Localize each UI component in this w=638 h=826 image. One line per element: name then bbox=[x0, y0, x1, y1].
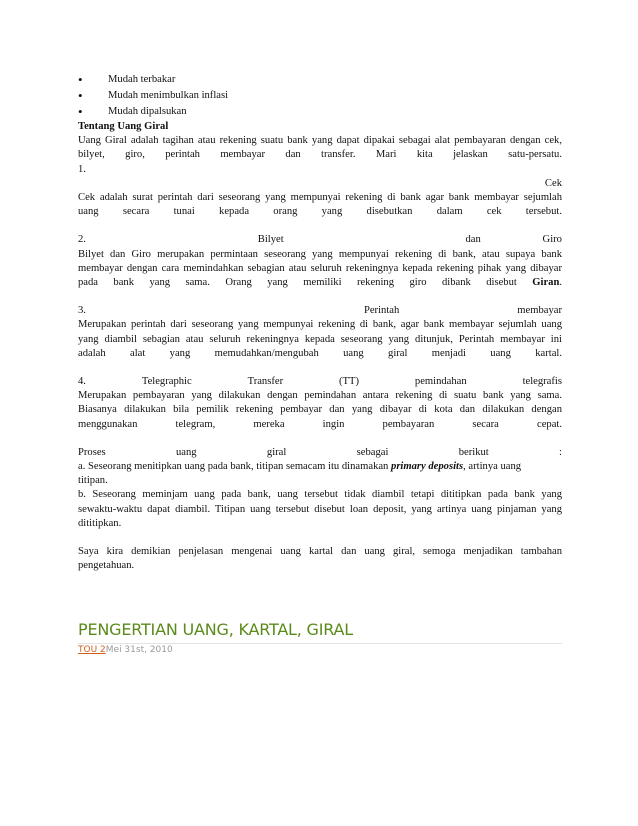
bullet-item: • Mudah dipalsukan bbox=[78, 104, 562, 120]
header-word: Giro bbox=[542, 234, 562, 246]
item-title: Cek bbox=[544, 177, 562, 189]
post-date: Mei 31st, 2010 bbox=[105, 645, 173, 655]
item-header bbox=[78, 233, 562, 247]
post-title[interactable]: PENGERTIAN UANG, KARTAL, GIRAL bbox=[78, 620, 562, 644]
intro-line: bilyet, giro, perintah membayar dan transfer. Mari kita jelaskan satu-persatu. bbox=[78, 149, 562, 161]
header-word: : bbox=[559, 446, 562, 458]
closing-line: Saya kira demikian penjelasan mengenai uang kartal dan uang giral, semoga menjadikan tambahan bbox=[78, 546, 562, 558]
item-header bbox=[78, 304, 562, 318]
header-word: Transfer bbox=[247, 376, 284, 388]
paragraph-line: titipan. bbox=[78, 475, 108, 487]
paragraph-line: uang secara tunai kepada orang yang disebutkan dalam cek tersebut. bbox=[78, 206, 562, 218]
paragraph-line: dititipkan. bbox=[78, 517, 122, 529]
paragraph-line: a. Seseorang menitipkan uang pada bank, titipan semacam itu dinamakan primary deposits, artinya uang bbox=[78, 461, 522, 473]
item-number: 3. bbox=[78, 305, 86, 317]
header-word: Telegraphic bbox=[141, 376, 192, 388]
paragraph-line: Bilyet dan Giro merupakan permintaan seseorang yang mempunyai rekening di bank, atau supaya bank bbox=[78, 248, 562, 260]
header-word: (TT) bbox=[339, 376, 359, 388]
article-body bbox=[78, 72, 562, 573]
header-word: telegrafis bbox=[522, 376, 562, 388]
header-word: uang bbox=[175, 446, 197, 458]
item-number: 2. bbox=[78, 234, 86, 246]
section-heading: Tentang Uang Giral bbox=[78, 121, 169, 132]
header-word: Bilyet bbox=[257, 234, 284, 246]
intro-line: Uang Giral adalah tagihan atau rekening suatu bank yang dapat dipakai sebagai alat pembayaran dengan cek, bbox=[78, 135, 562, 147]
author-link[interactable]: TOU 2 bbox=[78, 645, 106, 655]
header-word: pemindahan bbox=[414, 376, 467, 388]
paragraph-line: Merupakan pembayaran yang dilakukan dengan pemindahan antara rekening di suatu bank yang sama. bbox=[78, 390, 562, 402]
paragraph-line: Cek adalah surat perintah dari seseorang yang mempunyai rekening di bank agar bank membayar sejumlah bbox=[78, 192, 562, 204]
bullet-list bbox=[78, 72, 562, 120]
paragraph-line: Merupakan perintah dari seseorang yang mempunyai rekening di bank, agar bank membayar sejumlah uang bbox=[78, 319, 562, 331]
giran-term: Giran bbox=[532, 277, 560, 289]
header-word: berikut bbox=[458, 446, 489, 458]
item-header bbox=[78, 375, 562, 389]
paragraph-line: menggunakan telegram, mereka ingin pembayaran secara cepat. bbox=[78, 418, 562, 430]
paragraph-line: membayar dengan cara memindahkan sebagian atau seluruh rekeningnya kepada rekening pihak yang dibayar bbox=[78, 262, 562, 274]
header-word: membayar bbox=[517, 305, 562, 317]
paragraph-line: Biasanya dilakukan bila pemilik rekening pembayar dan yang dibayar di kota dan dilakukan dengan bbox=[78, 404, 562, 416]
paragraph-line: yang diambil sebagian atau seluruh rekeningnya kepada seseorang yang ditunjuk, Perintah membayar ini bbox=[78, 333, 562, 345]
process-header bbox=[78, 446, 562, 460]
header-word: sebagai bbox=[356, 446, 389, 458]
bullet-item: • Mudah menimbulkan inflasi bbox=[78, 88, 562, 104]
item-number: 4. bbox=[78, 376, 86, 388]
closing-line: pengetahuan. bbox=[78, 560, 135, 572]
paragraph-line: adalah alat yang memudahkan/mengubah uang giral menjadi uang kartal. bbox=[78, 347, 562, 359]
paragraph-line: b. Seseorang meminjam uang pada bank, uang tersebut tidak diambil tetapi dititipkan pada bank yang bbox=[78, 489, 562, 501]
primary-deposits-term: primary deposits bbox=[391, 461, 464, 473]
paragraph-line: sewaktu-waktu dapat diambil. Titipan uang tersebut disebut loan deposit, yang artinya uang pinjaman yang bbox=[78, 503, 562, 515]
header-word: Perintah bbox=[363, 305, 400, 317]
header-word: giral bbox=[266, 446, 287, 458]
paragraph-line: pada bank yang sama. Orang yang memiliki rekening giro dibank disebut Giran. bbox=[78, 277, 562, 289]
header-word: dan bbox=[465, 234, 481, 246]
post-meta bbox=[78, 645, 173, 655]
header-word: Proses bbox=[78, 446, 106, 458]
item-number: 1. bbox=[78, 163, 86, 175]
bullet-item: • Mudah terbakar bbox=[78, 72, 562, 88]
